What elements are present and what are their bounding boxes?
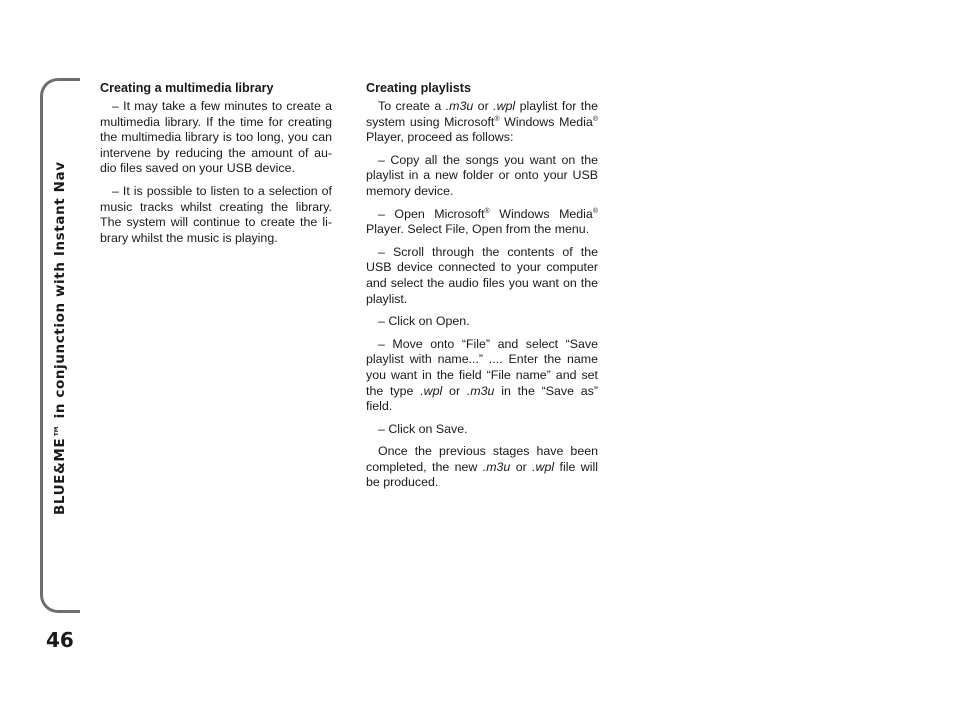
registered-mark: ® [484, 207, 490, 215]
section-side-title: BLUE&ME™ in conjunction with Instant Nav [52, 161, 68, 515]
step-open-player: – Open Microsoft® Windows Media® Player. Select File, Open from the menu. [366, 206, 598, 237]
heading-creating-playlists: Creating playlists [366, 81, 471, 95]
page-number: 46 [46, 628, 74, 652]
right-column [366, 80, 598, 498]
registered-mark: ® [494, 115, 500, 123]
left-column [100, 80, 332, 253]
step-copy-songs: – Copy all the songs you want on the playlist in a new folder or onto your USB memory device. [366, 152, 598, 198]
paragraph-library-time: – It may take a few minutes to create a multimedia library. If the time for creating the multimedia library is too long, you can intervene by reducing the amount of au-dio files saved on your USB device. [100, 99, 332, 176]
paragraph-library-listen: – It is possible to listen to a selection of music tracks whilst creating the library. The system will continue to create the li-brary whilst the music is playing. [100, 183, 332, 245]
heading-multimedia-library: Creating a multimedia library [100, 81, 274, 95]
paragraph-playlist-outro: Once the previous stages have been completed, the new .m3u or .wpl file will be produced. [366, 444, 598, 490]
paragraph-playlist-intro: To create a .m3u or .wpl playlist for the system using Microsoft® Windows Media® Player, proceed as follows: [366, 99, 599, 145]
registered-mark: ® [592, 207, 598, 215]
step-click-open: – Click on Open. [378, 314, 470, 329]
step-save-playlist: – Move onto “File” and select “Save playlist with name...” .... Enter the name you want in the field “File name” and set the type .wpl or .m3u in the “Save as” field. [366, 336, 598, 414]
registered-mark: ® [592, 115, 598, 123]
step-scroll-usb: – Scroll through the contents of the USB device connected to your computer and select the audio files you want on the playlist. [366, 244, 598, 306]
step-click-save: – Click on Save. [378, 421, 468, 436]
